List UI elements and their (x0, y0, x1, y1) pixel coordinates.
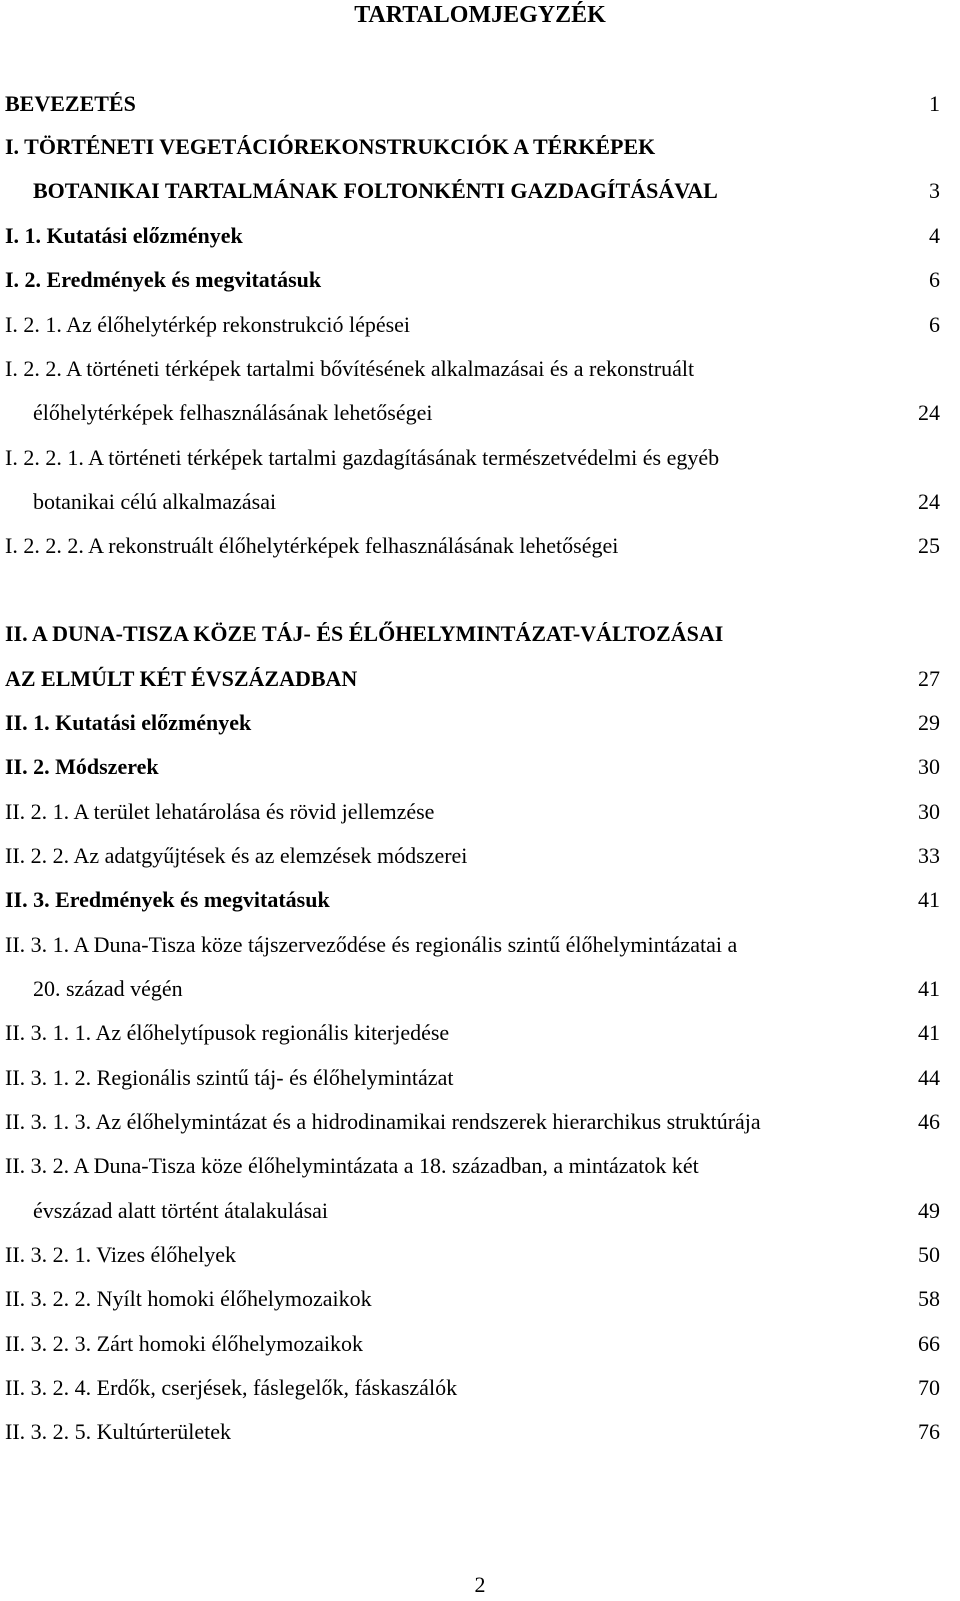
toc-entry[interactable] (5, 1196, 940, 1226)
toc-entry[interactable] (5, 619, 940, 649)
toc-entry-page: 70 (918, 1375, 940, 1400)
toc-entry[interactable] (5, 221, 940, 251)
toc-entry[interactable] (5, 1373, 940, 1403)
toc-entry-text: I. 2. Eredmények és megvitatásuk (5, 267, 322, 292)
toc-entry-page: 30 (918, 754, 940, 779)
toc-entry[interactable] (5, 885, 940, 915)
toc-entry-text: AZ ELMÚLT KÉT ÉVSZÁZADBAN (5, 666, 358, 691)
toc-entry[interactable] (5, 930, 940, 960)
page-title: TARTALOMJEGYZÉK (354, 2, 606, 28)
page-number: 2 (474, 1572, 486, 1597)
toc-entry-text: II. 3. 1. 1. Az élőhelytípusok regionális kiterjedése (5, 1020, 450, 1045)
toc-entry-page: 33 (918, 843, 940, 868)
toc-entry[interactable] (5, 487, 940, 517)
toc-entry-page: 25 (918, 533, 940, 558)
toc-entry[interactable] (5, 176, 940, 206)
toc-entry-page: 3 (929, 178, 940, 203)
toc-entry-page: 1 (929, 91, 940, 116)
toc-entry[interactable] (5, 841, 940, 871)
toc-entry-text: évszázad alatt történt átalakulásai (33, 1198, 329, 1223)
toc-entry[interactable] (5, 1018, 940, 1048)
toc-entry[interactable] (5, 1151, 940, 1181)
toc-entry-text: 20. század végén (33, 976, 183, 1001)
toc-entry[interactable] (5, 1063, 940, 1093)
toc-entry[interactable] (5, 531, 940, 561)
toc-entry[interactable] (5, 443, 940, 473)
toc-entry[interactable] (5, 1329, 940, 1359)
toc-entry-page: 6 (929, 267, 940, 292)
toc-entry-text: II. 2. Módszerek (5, 754, 159, 779)
toc-entry[interactable] (5, 752, 940, 782)
toc-entry-page: 30 (918, 799, 940, 824)
toc-entry-page: 24 (918, 400, 940, 425)
toc-entry-page: 27 (918, 666, 940, 691)
toc-entry-page: 46 (918, 1109, 940, 1134)
toc-entry-text: II. 3. 2. 1. Vizes élőhelyek (5, 1242, 237, 1267)
toc-entry-text: I. 2. 2. 2. A rekonstruált élőhelytérképek felhasználásának lehetőségei (5, 533, 619, 558)
toc-entry-text: II. 3. 1. 2. Regionális szintű táj- és élőhelymintázat (5, 1065, 454, 1090)
toc-entry[interactable] (5, 354, 940, 384)
toc-entry-page: 29 (918, 710, 940, 735)
toc-entry[interactable] (5, 1417, 940, 1447)
toc-entry-text: élőhelytérképek felhasználásának lehetőségei (33, 400, 433, 425)
toc-entry[interactable] (5, 398, 940, 428)
toc-entry-text: II. 3. 1. 3. Az élőhelymintázat és a hidrodinamikai rendszerek hierarchikus struktúrája (5, 1109, 761, 1134)
toc-entry[interactable] (5, 310, 940, 340)
toc-entry-text: I. 2. 1. Az élőhelytérkép rekonstrukció lépései (5, 312, 411, 337)
toc-entry-page: 66 (918, 1331, 940, 1356)
toc-entry-text: II. 2. 2. Az adatgyűjtések és az elemzések módszerei (5, 843, 468, 868)
toc-entry[interactable] (5, 708, 940, 738)
toc-entry-page: 44 (918, 1065, 940, 1090)
toc-entry-page: 41 (918, 976, 940, 1001)
toc-entry[interactable] (5, 797, 940, 827)
toc-entry-text: II. 3. 2. 4. Erdők, cserjések, fáslegelők, fáskaszálók (5, 1375, 458, 1400)
toc-entry-page: 76 (918, 1419, 940, 1444)
toc-entry-text: I. TÖRTÉNETI VEGETÁCIÓREKONSTRUKCIÓK A TÉRKÉPEK (5, 134, 656, 159)
toc-entry-page: 49 (918, 1198, 940, 1223)
toc-entry[interactable] (5, 1240, 940, 1270)
toc-entry-text: II. 3. 1. A Duna-Tisza köze tájszerveződése és regionális szintű élőhelymintázatai a (5, 932, 738, 957)
toc-entry-page: 6 (929, 312, 940, 337)
toc-entry-text: I. 2. 2. A történeti térképek tartalmi bővítésének alkalmazásai és a rekonstruált (5, 356, 695, 381)
toc-entry-text: BOTANIKAI TARTALMÁNAK FOLTONKÉNTI GAZDAGÍTÁSÁVAL (33, 178, 718, 203)
toc-entry-page: 24 (918, 489, 940, 514)
toc-entry-text: I. 1. Kutatási előzmények (5, 223, 243, 248)
toc-entry[interactable] (5, 89, 940, 119)
toc-entry-text: II. 1. Kutatási előzmények (5, 710, 252, 735)
toc-entry[interactable] (5, 974, 940, 1004)
toc-entry[interactable] (5, 1284, 940, 1314)
toc-entry-text: BEVEZETÉS (5, 91, 136, 116)
toc-entry-page: 50 (918, 1242, 940, 1267)
toc-entry[interactable] (5, 1107, 940, 1137)
toc-entry-page: 58 (918, 1286, 940, 1311)
toc-entry-page: 41 (918, 887, 940, 912)
toc-entry[interactable] (5, 265, 940, 295)
toc-entry-page: 41 (918, 1020, 940, 1045)
toc-entry-text: II. 2. 1. A terület lehatárolása és rövid jellemzése (5, 799, 435, 824)
toc-entry-text: II. 3. Eredmények és megvitatásuk (5, 887, 330, 912)
toc-entry-text: I. 2. 2. 1. A történeti térképek tartalmi gazdagításának természetvédelmi és egyéb (5, 445, 720, 470)
toc-entry-text: II. 3. 2. A Duna-Tisza köze élőhelymintázata a 18. században, a mintázatok két (5, 1153, 699, 1178)
toc-entry[interactable] (5, 132, 940, 162)
toc-entry-page: 4 (929, 223, 940, 248)
toc-entry-text: II. 3. 2. 5. Kultúrterületek (5, 1419, 232, 1444)
toc-entry-text: II. A DUNA-TISZA KÖZE TÁJ- ÉS ÉLŐHELYMINTÁZAT-VÁLTOZÁSAI (5, 621, 724, 646)
toc-entry[interactable] (5, 664, 940, 694)
toc-entry-text: botanikai célú alkalmazásai (33, 489, 277, 514)
toc-entry-text: II. 3. 2. 2. Nyílt homoki élőhelymozaikok (5, 1286, 372, 1311)
toc-entry-text: II. 3. 2. 3. Zárt homoki élőhelymozaikok (5, 1331, 364, 1356)
